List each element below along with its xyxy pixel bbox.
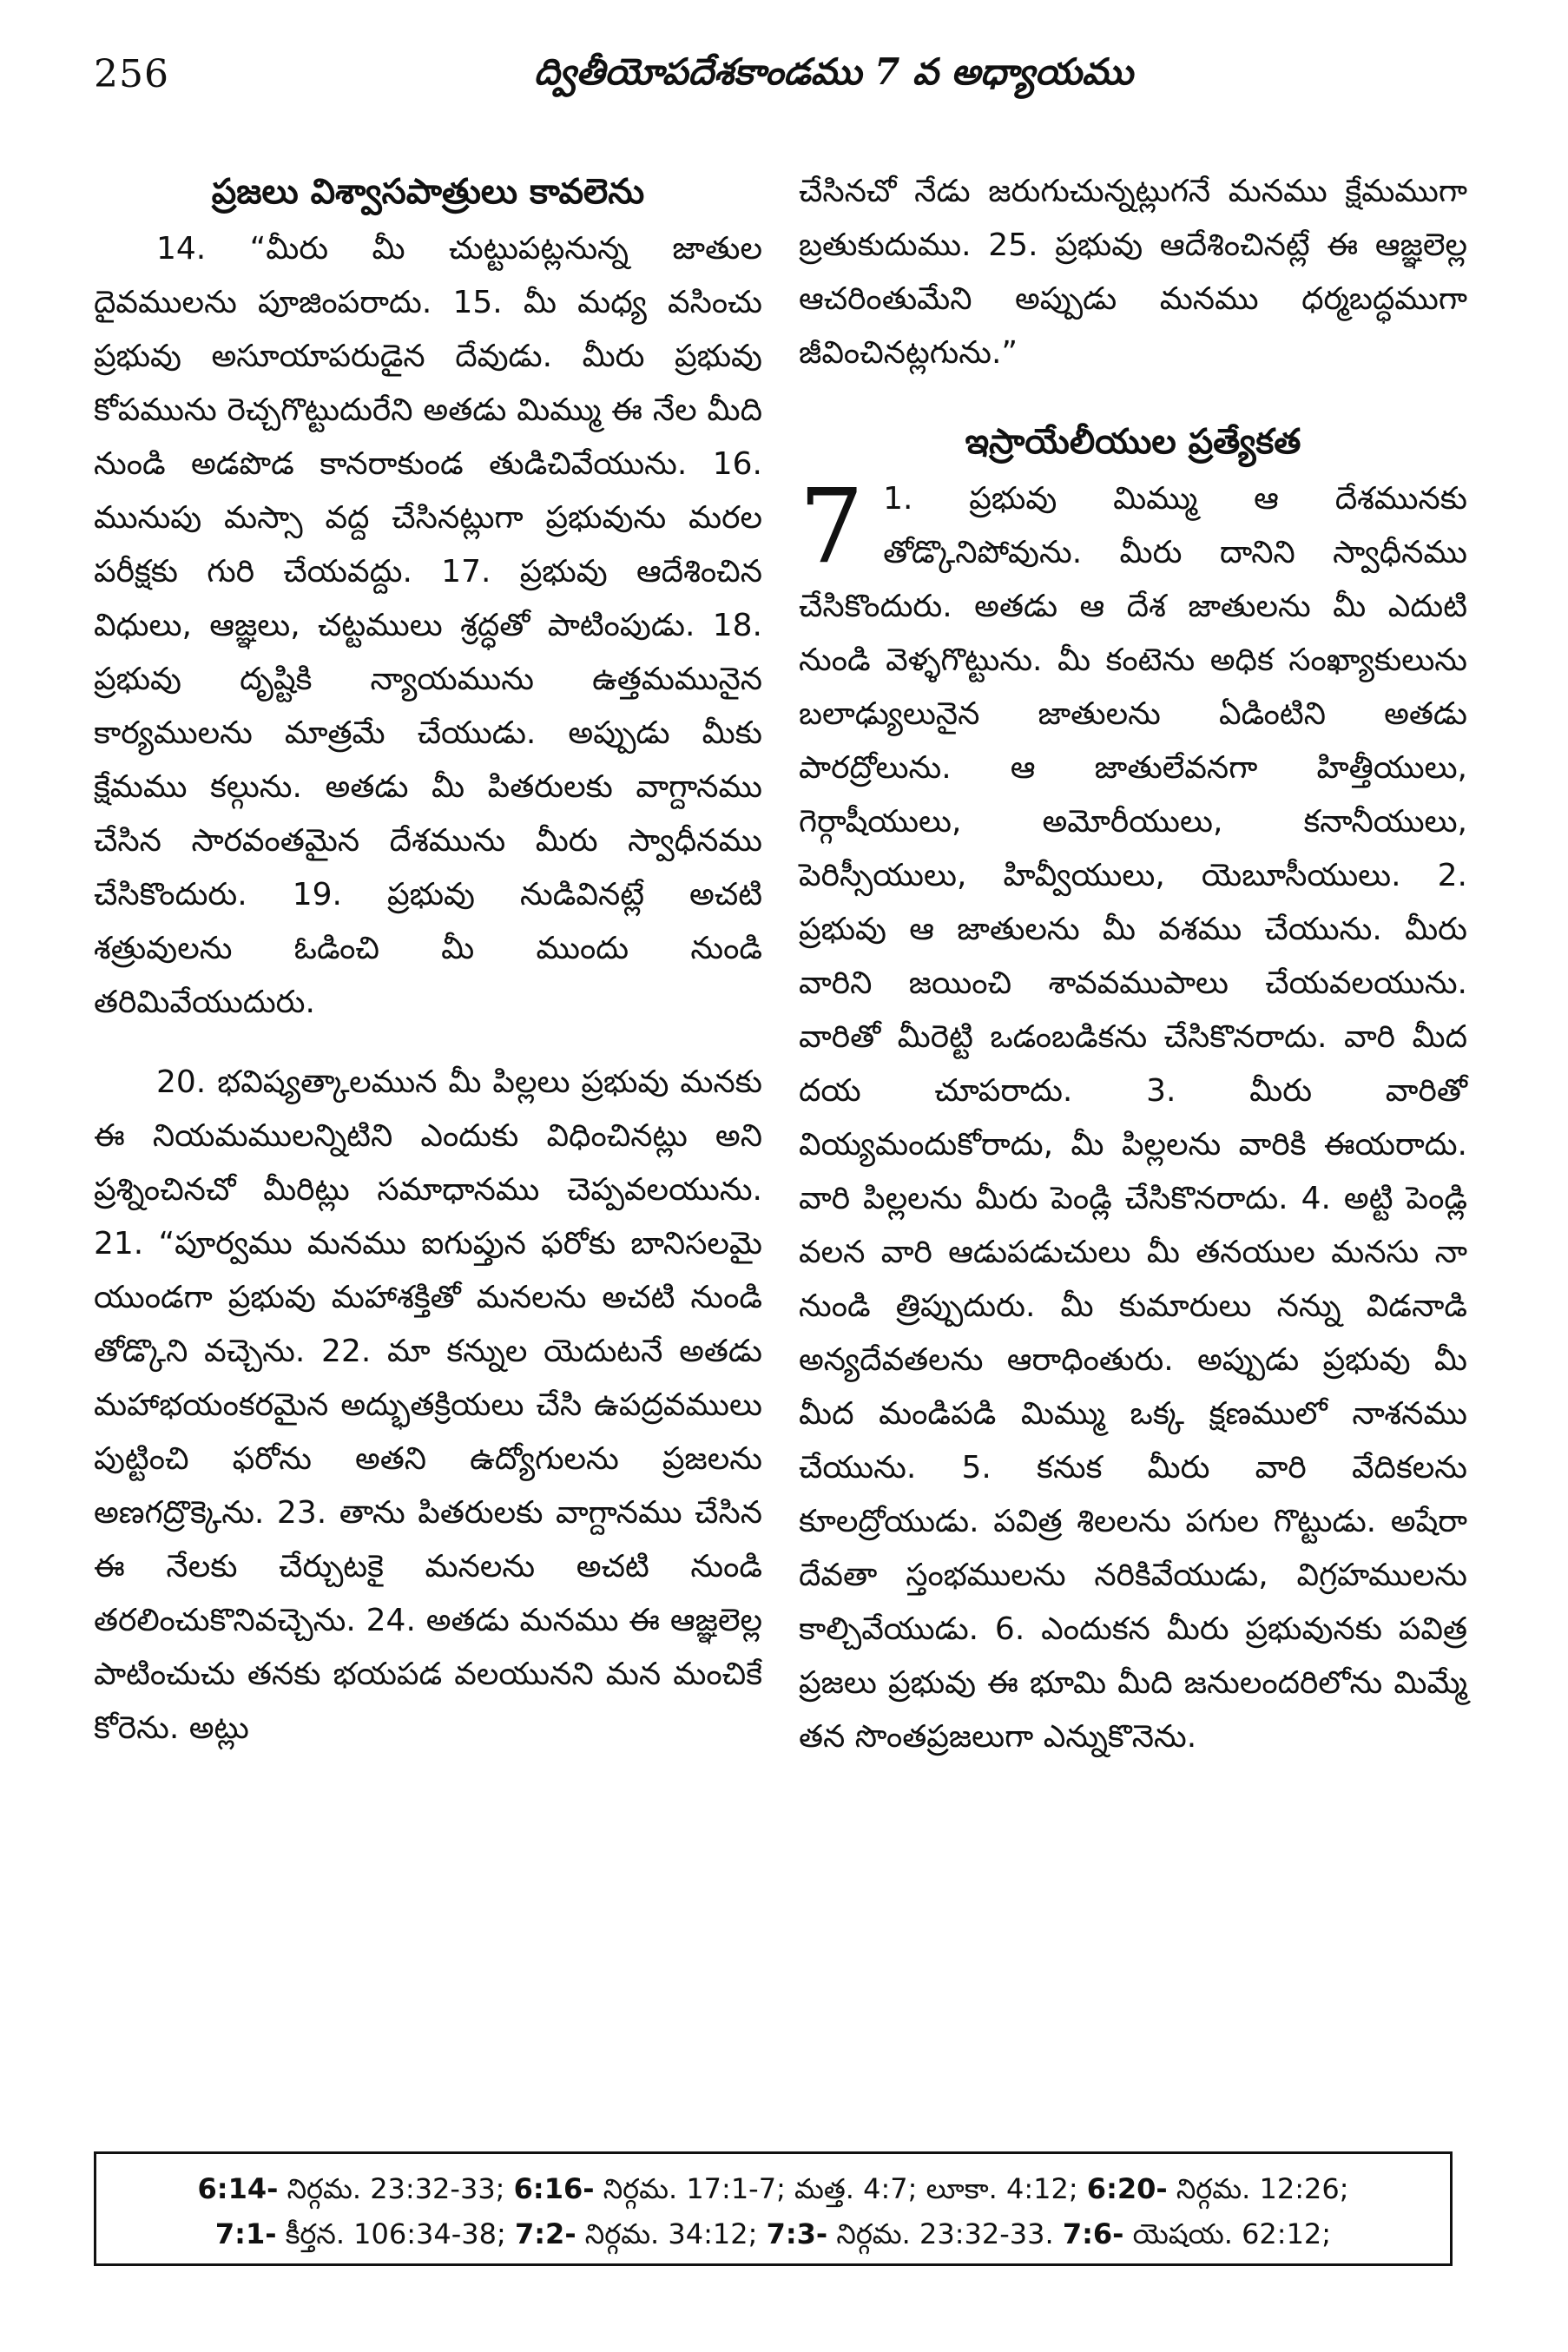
reference-key: 6:16- — [513, 2172, 595, 2205]
chapter-block — [799, 415, 1467, 1764]
reference-key: 6:20- — [1086, 2172, 1168, 2205]
reference-key: 7:2- — [514, 2217, 576, 2250]
reference-text: యెషయ. 62:12; — [1123, 2217, 1332, 2250]
verse-paragraph: 14. “మీరు మీ చుట్టుపట్లనున్న జాతుల దైవములను పూజింపరాదు. 15. మీ మధ్య వసించు ప్రభువు అసూయాపరుడైన దేవుడు. మీరు ప్రభువు కోపమును రెచ్చగొట్టుదురేని అతడు మిమ్ము ఈ నేల మీది నుండి అడపొడ కానరాకుండ తుడిచివేయును. 16. మునుపు మస్సా వద్ద చేసినట్లుగా ప్రభువును మరల పరీక్షకు గురి చేయవద్దు. 17. ప్రభువు ఆదేశించిన విధులు, ఆజ్ఞలు, చట్టములు శ్రద్ధతో పాటింపుడు. 18. ప్రభువు దృష్టికి న్యాయమును ఉత్తమమునైన కార్యములను మాత్రమే చేయుడు. అప్పుడు మీకు క్షేమము కల్గును. అతడు మీ పితరులకు వాగ్దానము చేసిన సారవంతమైన దేశమును మీరు స్వాధీనము చేసికొందురు. 19. ప్రభువు నుడివినట్లే అచటి శత్రువులను ఓడించి మీ ముందు నుండి తరిమివేయుదురు. — [94, 231, 762, 1020]
reference-text: నిర్గమ. 12:26; — [1167, 2172, 1349, 2205]
right-column — [799, 165, 1467, 1764]
section-heading: ఇస్రాయేలీయుల ప్రత్యేకత — [965, 422, 1301, 462]
reference-key: 7:3- — [766, 2217, 828, 2250]
running-title: ద్వితీయోపదేశకాండము 7 వ అధ్యాయము — [534, 50, 1133, 93]
chapter-number: 7 — [799, 466, 865, 586]
reference-text: నిర్గమ. 23:32-33. — [827, 2217, 1063, 2250]
verse-paragraph: చేసినచో నేడు జరుగుచున్నట్లుగనే మనము క్షేమముగా బ్రతుకుదుము. 25. ప్రభువు ఆదేశించినట్లే ఈ ఆజ్ఞలెల్ల ఆచరింతుమేని అప్పుడు మనము ధర్మబద్ధముగా జీవించినట్లగును.” — [799, 174, 1467, 371]
reference-text: నిర్గమ. 23:32-33; — [278, 2172, 514, 2205]
reference-key: 7:6- — [1062, 2217, 1124, 2250]
page-number: 256 — [94, 52, 169, 96]
reference-text: నిర్గమ. 17:1-7; మత్త. 4:7; లూకా. 4:12; — [594, 2172, 1087, 2205]
reference-text: కీర్తన. 106:34-38; — [276, 2217, 515, 2250]
cross-reference-line — [131, 2211, 1415, 2256]
left-column — [94, 165, 762, 1756]
cross-reference-box — [94, 2151, 1453, 2266]
reference-key: 6:14- — [197, 2172, 279, 2205]
verse-paragraph: 20. భవిష్యత్కాలమున మీ పిల్లలు ప్రభువు మనకు ఈ నియమములన్నిటిని ఎందుకు విధించినట్లు అని ప్రశ్నించినచో మీరిట్లు సమాధానము చెప్పవలయును. 21. “పూర్వము మనము ఐగుప్తున ఫరోకు బానిసలమై యుండగా ప్రభువు మహాశక్తితో మనలను అచటి నుండి తోడ్కొని వచ్చెను. 22. మా కన్నుల యెదుటనే అతడు మహాభయంకరమైన అద్భుతక్రియలు చేసి ఉపద్రవములు పుట్టించి ఫరోను అతని ఉద్యోగులను ప్రజలను అణగద్రొక్కెను. 23. తాను పితరులకు వాగ్దానము చేసిన ఈ నేలకు చేర్చుటకై మనలను అచటి నుండి తరలించుకొనివచ్చెను. 24. అతడు మనము ఈ ఆజ్ఞలెల్ల పాటించుచు తనకు భయపడ వలయునని మన మంచికే కోరెను. అట్లు — [94, 1064, 762, 1746]
cross-reference-line — [131, 2166, 1415, 2211]
reference-text: నిర్గమ. 34:12; — [576, 2217, 767, 2250]
verse-paragraph: 1. ప్రభువు మిమ్ము ఆ దేశమునకు తోడ్కొనిపోవును. మీరు దానిని స్వాధీనము చేసికొందురు. అతడు ఆ దేశ జాతులను మీ ఎదుటి నుండి వెళ్ళగొట్టును. మీ కంటెను అధిక సంఖ్యాకులును బలాఢ్యులునైన జాతులను ఏడింటిని అతడు పారద్రోలును. ఆ జాతులేవనగా హిత్తీయులు, గెర్గాషీయులు, అమోరీయులు, కనానీయులు, పెరిస్సీయులు, హివ్వీయులు, యెబూసీయులు. 2. ప్రభువు ఆ జాతులను మీ వశము చేయును. మీరు వారిని జయించి శావవముపాలు చేయవలయును. వారితో మీరెట్టి ఒడంబడికను చేసికొనరాదు. వారి మీద దయ చూపరాదు. 3. మీరు వారితో వియ్యమందుకోరాదు, మీ పిల్లలను వారికి ఈయరాదు. వారి పిల్లలను మీరు పెండ్లి చేసికొనరాదు. 4. అట్టి పెండ్లి వలన వారి ఆడుపడుచులు మీ తనయుల మనసు నా నుండి త్రిప్పుదురు. మీ కుమారులు నన్ను విడనాడి అన్యదేవతలను ఆరాధింతురు. అప్పుడు ప్రభువు మీ మీద మండిపడి మిమ్ము ఒక్క క్షణములో నాశనము చేయును. 5. కనుక మీరు వారి వేదికలను కూలద్రోయుడు. పవిత్ర శిలలను పగుల గొట్టుడు. అషేరా దేవతా స్తంభములను నరికివేయుడు, విగ్రహములను కాల్చివేయుడు. 6. ఎందుకన మీరు ప్రభువునకు పవిత్ర ప్రజలు ప్రభువు ఈ భూమి మీది జనులందరిలోను మిమ్మే తన సొంతప్రజలుగా ఎన్నుకొనెను. — [799, 481, 1467, 1755]
reference-key: 7:1- — [214, 2217, 277, 2250]
section-heading: ప్రజలు విశ్వాసపాత్రులు కావలెను — [211, 172, 645, 212]
